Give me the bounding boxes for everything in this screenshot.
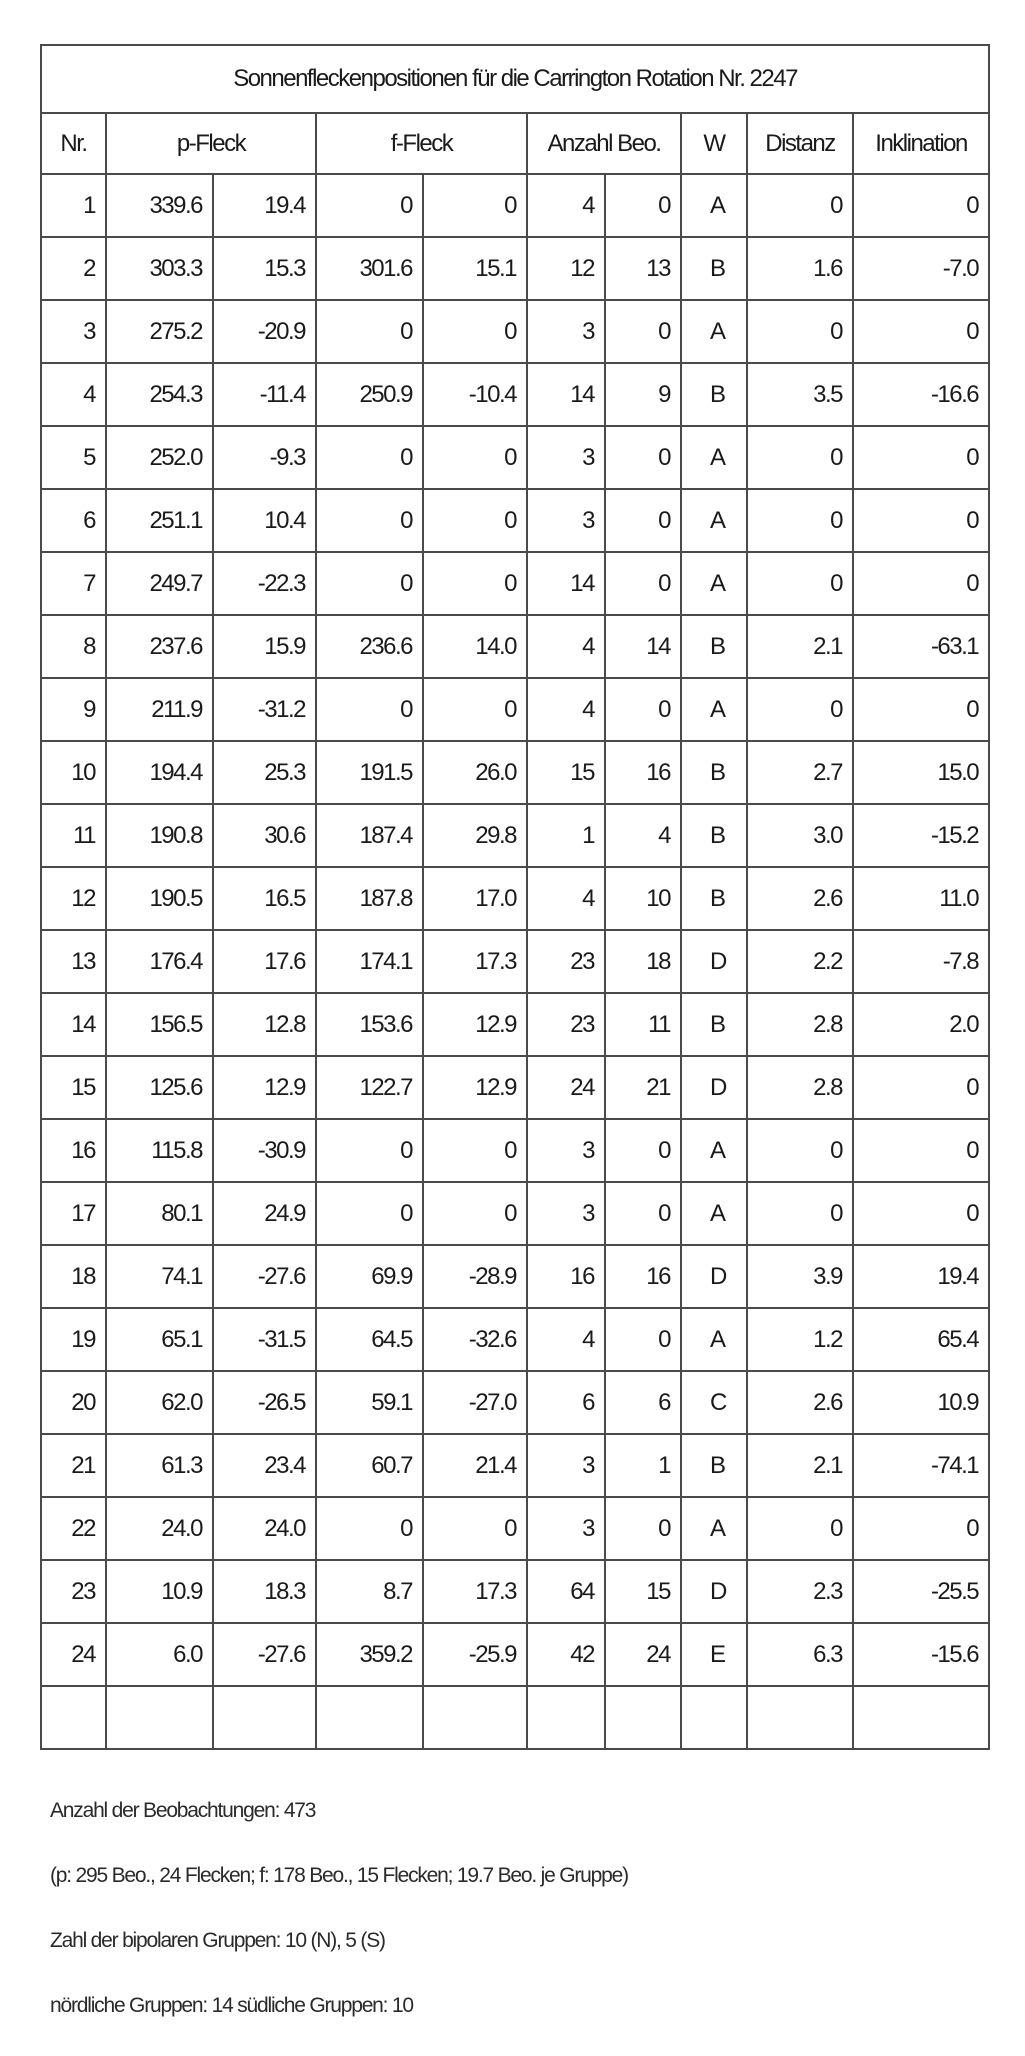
cell-p-latitude: 17.6 (213, 930, 316, 993)
cell-f-longitude: 153.6 (316, 993, 423, 1056)
cell-nr: 21 (41, 1434, 106, 1497)
cell-beo-p: 3 (527, 489, 605, 552)
cell-f-latitude: 26.0 (423, 741, 527, 804)
cell-f-longitude: 60.7 (316, 1434, 423, 1497)
cell-nr: 23 (41, 1560, 106, 1623)
cell-f-latitude: 14.0 (423, 615, 527, 678)
cell-p-latitude: 24.9 (213, 1182, 316, 1245)
cell-p-latitude: 12.8 (213, 993, 316, 1056)
cell-beo-f: 21 (605, 1056, 681, 1119)
cell-f-latitude: 0 (423, 489, 527, 552)
cell-nr: 11 (41, 804, 106, 867)
cell-f-latitude: 0 (423, 1497, 527, 1560)
cell-f-longitude: 187.4 (316, 804, 423, 867)
cell-beo-p: 4 (527, 174, 605, 237)
cell-distanz: 0 (747, 300, 853, 363)
cell-p-longitude: 61.3 (106, 1434, 213, 1497)
cell-beo-f: 16 (605, 741, 681, 804)
cell-beo-f: 9 (605, 363, 681, 426)
cell-f-latitude: 17.3 (423, 930, 527, 993)
cell-distanz: 3.0 (747, 804, 853, 867)
table-row (41, 1560, 989, 1623)
cell-p-latitude: -30.9 (213, 1119, 316, 1182)
cell-nr: 3 (41, 300, 106, 363)
cell-inklination: 19.4 (853, 1245, 989, 1308)
cell-p-latitude: 18.3 (213, 1560, 316, 1623)
footer-bipolar-groups: Zahl der bipolaren Gruppen: 10 (N), 5 (S) (50, 1929, 385, 1952)
cell-distanz: 0 (747, 489, 853, 552)
cell-p-latitude: 23.4 (213, 1434, 316, 1497)
cell-w-type: A (681, 552, 747, 615)
table-row (41, 1056, 989, 1119)
header-w: W (681, 113, 747, 174)
cell-p-latitude: 25.3 (213, 741, 316, 804)
cell-f-latitude: 0 (423, 552, 527, 615)
cell-f-longitude: 301.6 (316, 237, 423, 300)
cell-inklination: 10.9 (853, 1371, 989, 1434)
cell-inklination: -15.6 (853, 1623, 989, 1686)
cell-f-latitude: 15.1 (423, 237, 527, 300)
table-row (41, 426, 989, 489)
cell-p-latitude: 19.4 (213, 174, 316, 237)
cell-nr: 12 (41, 867, 106, 930)
cell-beo-p: 12 (527, 237, 605, 300)
table-row (41, 363, 989, 426)
cell-inklination: -63.1 (853, 615, 989, 678)
cell-beo-f: 0 (605, 174, 681, 237)
cell-f-latitude: 0 (423, 300, 527, 363)
cell-beo-p: 3 (527, 426, 605, 489)
table-title: Sonnenfleckenpositionen für die Carrington Rotation Nr. 2247 (41, 45, 989, 113)
cell-p-latitude: 30.6 (213, 804, 316, 867)
cell-f-latitude: -27.0 (423, 1371, 527, 1434)
cell-p-longitude: 190.5 (106, 867, 213, 930)
cell-nr: 20 (41, 1371, 106, 1434)
cell-p-latitude: 16.5 (213, 867, 316, 930)
cell-w-type: E (681, 1623, 747, 1686)
cell-beo-p: 1 (527, 804, 605, 867)
cell-p-longitude: 65.1 (106, 1308, 213, 1371)
cell-beo-p: 3 (527, 300, 605, 363)
sunspot-table-sheet (40, 44, 988, 1750)
cell-w-type: B (681, 804, 747, 867)
cell-p-longitude: 275.2 (106, 300, 213, 363)
cell-inklination: 0 (853, 552, 989, 615)
cell-f-longitude: 0 (316, 426, 423, 489)
cell-beo-f: 0 (605, 300, 681, 363)
cell-p-longitude: 249.7 (106, 552, 213, 615)
cell-inklination: -16.6 (853, 363, 989, 426)
cell-nr: 6 (41, 489, 106, 552)
cell-inklination: 0 (853, 678, 989, 741)
table-row (41, 237, 989, 300)
cell-f-longitude: 250.9 (316, 363, 423, 426)
cell-beo-p: 3 (527, 1119, 605, 1182)
cell-p-longitude: 125.6 (106, 1056, 213, 1119)
cell-w-type: B (681, 741, 747, 804)
cell-f-latitude: 0 (423, 678, 527, 741)
cell-w-type: D (681, 1245, 747, 1308)
cell-inklination: 2.0 (853, 993, 989, 1056)
header-f-fleck: f-Fleck (316, 113, 527, 174)
cell-nr: 15 (41, 1056, 106, 1119)
cell-distanz: 0 (747, 174, 853, 237)
empty-cell (747, 1686, 853, 1749)
cell-w-type: D (681, 930, 747, 993)
cell-distanz: 1.6 (747, 237, 853, 300)
cell-f-longitude: 0 (316, 552, 423, 615)
cell-beo-f: 14 (605, 615, 681, 678)
cell-p-latitude: 15.9 (213, 615, 316, 678)
cell-distanz: 2.7 (747, 741, 853, 804)
cell-w-type: A (681, 489, 747, 552)
footer-observation-breakdown: (p: 295 Beo., 24 Flecken; f: 178 Beo., 15 Flecken; 19.7 Beo. je Gruppe) (50, 1864, 628, 1887)
cell-f-latitude: 21.4 (423, 1434, 527, 1497)
cell-f-latitude: 0 (423, 174, 527, 237)
cell-f-latitude: 17.3 (423, 1560, 527, 1623)
cell-inklination: 0 (853, 1056, 989, 1119)
cell-distanz: 2.1 (747, 1434, 853, 1497)
cell-beo-p: 3 (527, 1182, 605, 1245)
cell-inklination: -7.8 (853, 930, 989, 993)
cell-beo-f: 0 (605, 678, 681, 741)
cell-beo-f: 1 (605, 1434, 681, 1497)
cell-nr: 19 (41, 1308, 106, 1371)
cell-inklination: 0 (853, 489, 989, 552)
cell-distanz: 2.2 (747, 930, 853, 993)
cell-beo-p: 23 (527, 930, 605, 993)
cell-distanz: 3.5 (747, 363, 853, 426)
empty-cell (213, 1686, 316, 1749)
cell-w-type: B (681, 615, 747, 678)
cell-distanz: 2.3 (747, 1560, 853, 1623)
table-row (41, 1308, 989, 1371)
cell-nr: 8 (41, 615, 106, 678)
cell-distanz: 2.8 (747, 993, 853, 1056)
cell-w-type: A (681, 174, 747, 237)
cell-distanz: 0 (747, 678, 853, 741)
cell-w-type: B (681, 237, 747, 300)
cell-beo-f: 15 (605, 1560, 681, 1623)
cell-p-latitude: -27.6 (213, 1245, 316, 1308)
cell-distanz: 1.2 (747, 1308, 853, 1371)
cell-f-latitude: 0 (423, 1119, 527, 1182)
cell-beo-f: 0 (605, 426, 681, 489)
cell-w-type: A (681, 678, 747, 741)
header-nr: Nr. (41, 113, 106, 174)
cell-f-longitude: 64.5 (316, 1308, 423, 1371)
cell-p-longitude: 74.1 (106, 1245, 213, 1308)
cell-p-latitude: -26.5 (213, 1371, 316, 1434)
cell-w-type: A (681, 1182, 747, 1245)
cell-w-type: B (681, 867, 747, 930)
cell-p-longitude: 62.0 (106, 1371, 213, 1434)
cell-p-latitude: 12.9 (213, 1056, 316, 1119)
cell-beo-f: 24 (605, 1623, 681, 1686)
cell-p-latitude: -27.6 (213, 1623, 316, 1686)
cell-f-latitude: 0 (423, 426, 527, 489)
empty-cell (106, 1686, 213, 1749)
cell-beo-f: 4 (605, 804, 681, 867)
cell-beo-p: 42 (527, 1623, 605, 1686)
cell-beo-f: 10 (605, 867, 681, 930)
cell-p-longitude: 303.3 (106, 237, 213, 300)
cell-inklination: -74.1 (853, 1434, 989, 1497)
empty-cell (853, 1686, 989, 1749)
cell-inklination: 0 (853, 426, 989, 489)
cell-f-longitude: 0 (316, 678, 423, 741)
cell-distanz: 0 (747, 1182, 853, 1245)
cell-p-longitude: 6.0 (106, 1623, 213, 1686)
cell-w-type: A (681, 426, 747, 489)
cell-inklination: 0 (853, 1497, 989, 1560)
cell-p-latitude: -31.2 (213, 678, 316, 741)
footer-total-observations: Anzahl der Beobachtungen: 473 (50, 1799, 316, 1822)
cell-beo-p: 14 (527, 552, 605, 615)
cell-w-type: A (681, 1497, 747, 1560)
cell-f-longitude: 0 (316, 300, 423, 363)
cell-beo-p: 3 (527, 1497, 605, 1560)
footer-hemisphere-groups: nördliche Gruppen: 14 südliche Gruppen: 10 (50, 1994, 413, 2017)
cell-nr: 22 (41, 1497, 106, 1560)
cell-f-longitude: 122.7 (316, 1056, 423, 1119)
cell-nr: 16 (41, 1119, 106, 1182)
empty-cell (41, 1686, 106, 1749)
cell-w-type: D (681, 1056, 747, 1119)
empty-row (41, 1686, 989, 1749)
cell-beo-p: 3 (527, 1434, 605, 1497)
empty-cell (605, 1686, 681, 1749)
cell-beo-p: 4 (527, 615, 605, 678)
cell-beo-f: 11 (605, 993, 681, 1056)
table-row (41, 1371, 989, 1434)
cell-beo-f: 0 (605, 489, 681, 552)
cell-distanz: 0 (747, 1497, 853, 1560)
header-inklination: Inklination (853, 113, 989, 174)
cell-w-type: B (681, 1434, 747, 1497)
cell-p-longitude: 251.1 (106, 489, 213, 552)
cell-beo-p: 24 (527, 1056, 605, 1119)
cell-p-longitude: 211.9 (106, 678, 213, 741)
cell-p-longitude: 10.9 (106, 1560, 213, 1623)
cell-p-longitude: 24.0 (106, 1497, 213, 1560)
cell-inklination: -7.0 (853, 237, 989, 300)
cell-p-longitude: 237.6 (106, 615, 213, 678)
cell-p-longitude: 156.5 (106, 993, 213, 1056)
summary-footer (50, 1796, 980, 2056)
cell-nr: 1 (41, 174, 106, 237)
cell-f-latitude: 17.0 (423, 867, 527, 930)
cell-nr: 9 (41, 678, 106, 741)
cell-p-latitude: 15.3 (213, 237, 316, 300)
cell-beo-f: 16 (605, 1245, 681, 1308)
cell-nr: 5 (41, 426, 106, 489)
cell-beo-p: 6 (527, 1371, 605, 1434)
table-row (41, 1623, 989, 1686)
cell-w-type: C (681, 1371, 747, 1434)
cell-p-latitude: 24.0 (213, 1497, 316, 1560)
cell-beo-p: 64 (527, 1560, 605, 1623)
cell-f-longitude: 191.5 (316, 741, 423, 804)
table-row (41, 489, 989, 552)
cell-f-longitude: 8.7 (316, 1560, 423, 1623)
cell-beo-p: 4 (527, 678, 605, 741)
cell-beo-f: 0 (605, 1182, 681, 1245)
cell-f-latitude: 12.9 (423, 993, 527, 1056)
cell-inklination: 0 (853, 1119, 989, 1182)
table-row (41, 174, 989, 237)
cell-f-latitude: 12.9 (423, 1056, 527, 1119)
cell-distanz: 2.8 (747, 1056, 853, 1119)
cell-inklination: -15.2 (853, 804, 989, 867)
cell-beo-p: 16 (527, 1245, 605, 1308)
cell-nr: 18 (41, 1245, 106, 1308)
cell-beo-p: 14 (527, 363, 605, 426)
cell-f-latitude: -32.6 (423, 1308, 527, 1371)
table-row (41, 678, 989, 741)
cell-beo-f: 0 (605, 1308, 681, 1371)
cell-beo-f: 0 (605, 1119, 681, 1182)
cell-f-longitude: 0 (316, 1182, 423, 1245)
cell-w-type: D (681, 1560, 747, 1623)
cell-f-longitude: 0 (316, 1119, 423, 1182)
cell-nr: 17 (41, 1182, 106, 1245)
cell-p-latitude: -9.3 (213, 426, 316, 489)
table-row (41, 867, 989, 930)
cell-p-longitude: 190.8 (106, 804, 213, 867)
cell-f-latitude: -10.4 (423, 363, 527, 426)
cell-w-type: B (681, 993, 747, 1056)
cell-p-latitude: -11.4 (213, 363, 316, 426)
cell-p-longitude: 194.4 (106, 741, 213, 804)
cell-inklination: 15.0 (853, 741, 989, 804)
cell-w-type: A (681, 1119, 747, 1182)
cell-beo-p: 23 (527, 993, 605, 1056)
cell-f-longitude: 59.1 (316, 1371, 423, 1434)
cell-f-longitude: 0 (316, 489, 423, 552)
cell-distanz: 0 (747, 426, 853, 489)
cell-nr: 4 (41, 363, 106, 426)
empty-cell (316, 1686, 423, 1749)
cell-nr: 7 (41, 552, 106, 615)
cell-w-type: A (681, 1308, 747, 1371)
cell-p-longitude: 115.8 (106, 1119, 213, 1182)
cell-distanz: 2.1 (747, 615, 853, 678)
cell-p-longitude: 176.4 (106, 930, 213, 993)
cell-p-latitude: -20.9 (213, 300, 316, 363)
cell-inklination: 0 (853, 300, 989, 363)
cell-inklination: 0 (853, 1182, 989, 1245)
cell-beo-f: 13 (605, 237, 681, 300)
table-row (41, 552, 989, 615)
table-row (41, 1119, 989, 1182)
cell-distanz: 2.6 (747, 1371, 853, 1434)
table-row (41, 615, 989, 678)
cell-inklination: 11.0 (853, 867, 989, 930)
cell-p-longitude: 339.6 (106, 174, 213, 237)
cell-distanz: 3.9 (747, 1245, 853, 1308)
cell-p-longitude: 254.3 (106, 363, 213, 426)
cell-p-longitude: 80.1 (106, 1182, 213, 1245)
cell-f-longitude: 236.6 (316, 615, 423, 678)
table-row (41, 1434, 989, 1497)
cell-w-type: B (681, 363, 747, 426)
cell-w-type: A (681, 300, 747, 363)
table-row (41, 1497, 989, 1560)
cell-beo-f: 18 (605, 930, 681, 993)
cell-f-longitude: 174.1 (316, 930, 423, 993)
empty-cell (423, 1686, 527, 1749)
table-row (41, 1182, 989, 1245)
table-row (41, 804, 989, 867)
header-p-fleck: p-Fleck (106, 113, 316, 174)
table-row (41, 300, 989, 363)
cell-nr: 24 (41, 1623, 106, 1686)
cell-nr: 14 (41, 993, 106, 1056)
cell-nr: 2 (41, 237, 106, 300)
empty-cell (527, 1686, 605, 1749)
cell-p-latitude: -22.3 (213, 552, 316, 615)
cell-distanz: 0 (747, 552, 853, 615)
table-row (41, 1245, 989, 1308)
table-row (41, 993, 989, 1056)
cell-beo-p: 4 (527, 1308, 605, 1371)
cell-f-latitude: -25.9 (423, 1623, 527, 1686)
table-row (41, 741, 989, 804)
cell-f-longitude: 0 (316, 174, 423, 237)
cell-f-latitude: 29.8 (423, 804, 527, 867)
cell-beo-f: 0 (605, 552, 681, 615)
cell-beo-f: 0 (605, 1497, 681, 1560)
cell-beo-f: 6 (605, 1371, 681, 1434)
cell-inklination: -25.5 (853, 1560, 989, 1623)
cell-beo-p: 4 (527, 867, 605, 930)
cell-f-longitude: 187.8 (316, 867, 423, 930)
cell-p-latitude: -31.5 (213, 1308, 316, 1371)
cell-f-latitude: -28.9 (423, 1245, 527, 1308)
cell-nr: 10 (41, 741, 106, 804)
cell-distanz: 2.6 (747, 867, 853, 930)
cell-distanz: 6.3 (747, 1623, 853, 1686)
cell-f-latitude: 0 (423, 1182, 527, 1245)
cell-f-longitude: 359.2 (316, 1623, 423, 1686)
cell-f-longitude: 0 (316, 1497, 423, 1560)
header-distanz: Distanz (747, 113, 853, 174)
sunspot-table (40, 44, 990, 1750)
cell-beo-p: 15 (527, 741, 605, 804)
cell-inklination: 0 (853, 174, 989, 237)
header-anzahl-beo: Anzahl Beo. (527, 113, 681, 174)
cell-distanz: 0 (747, 1119, 853, 1182)
cell-f-longitude: 69.9 (316, 1245, 423, 1308)
cell-p-longitude: 252.0 (106, 426, 213, 489)
cell-p-latitude: 10.4 (213, 489, 316, 552)
table-row (41, 930, 989, 993)
cell-nr: 13 (41, 930, 106, 993)
cell-inklination: 65.4 (853, 1308, 989, 1371)
empty-cell (681, 1686, 747, 1749)
